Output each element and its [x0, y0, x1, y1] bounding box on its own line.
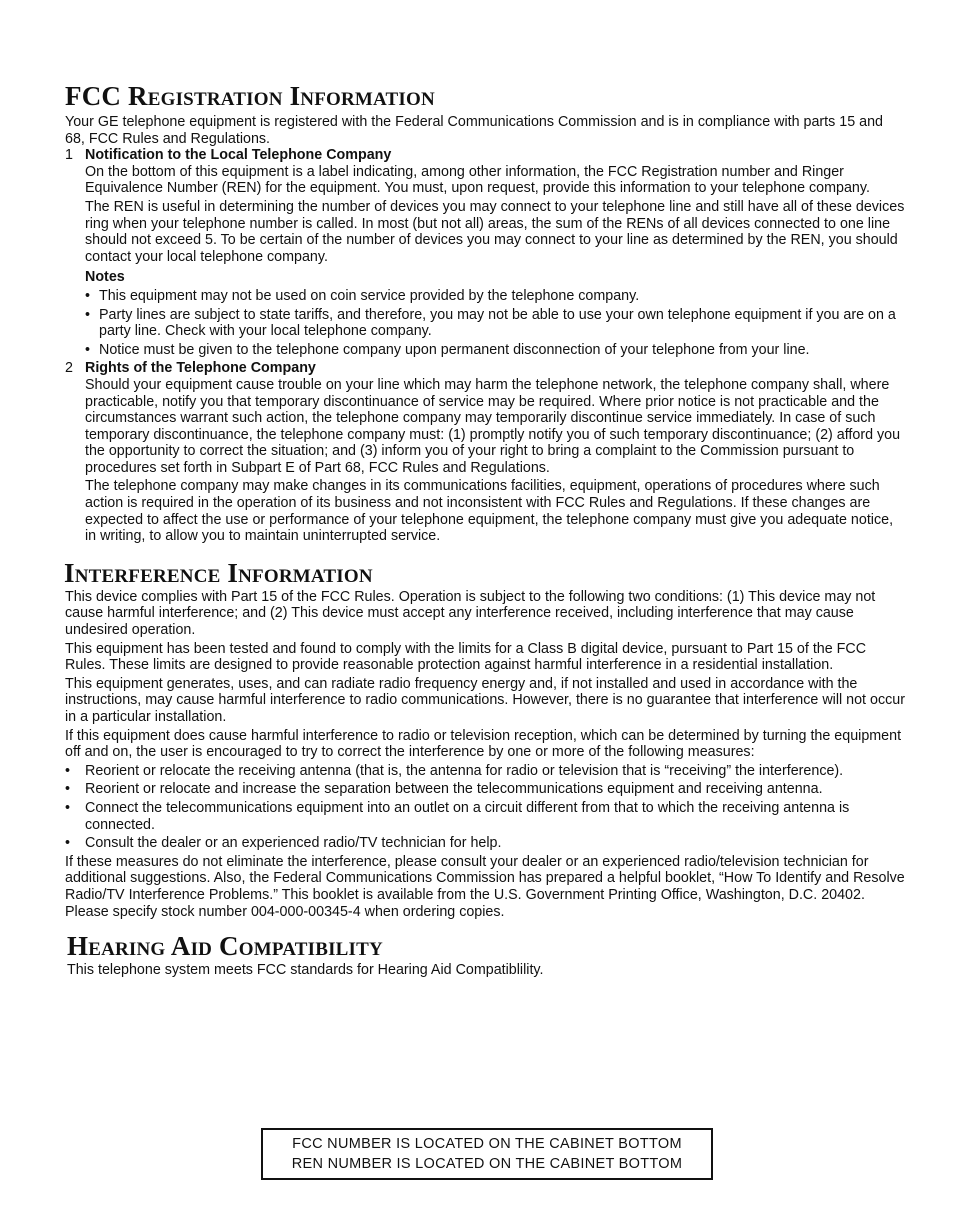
- list-item: • Notice must be given to the telephone company upon permanent disconnection of your telephone from your line.: [85, 341, 810, 358]
- notes-heading: Notes: [85, 269, 125, 286]
- bullet-icon: •: [85, 287, 91, 304]
- bullet-icon: •: [85, 341, 91, 358]
- item-title: Rights of the Telephone Company: [85, 360, 316, 377]
- paragraph: This equipment has been tested and found to comply with the limits for a Class B digital device, pursuant to Part 15 of the FCC Rules. These limits are designed to provide reasonable protection against harmful interference in a residential installation.: [65, 640, 867, 674]
- numbered-item-1: [65, 147, 905, 358]
- item-title: Notification to the Local Telephone Company: [85, 147, 392, 164]
- list-item: • Party lines are subject to state tariffs, and therefore, you may not be able to use your own telephone equipment if you are on a party line. Check with your local telephone company.: [85, 306, 896, 340]
- cabinet-notice-box: [261, 1128, 713, 1180]
- paragraph: If this equipment does cause harmful interference to radio or television reception, which can be determined by turning the equipment off and on, the user is encouraged to try to correct the interference by one or more of the following measures:: [65, 727, 902, 761]
- bullet-icon: •: [65, 835, 71, 852]
- document-page: [65, 82, 905, 979]
- paragraph: This device complies with Part 15 of the FCC Rules. Operation is subject to the following two conditions: (1) This device may not cause harmful interference; and (2) This device must accept any interference received, including interference that may cause undesired operation.: [65, 588, 876, 639]
- bullet-icon: •: [65, 781, 71, 798]
- fcc-heading: FCC Registration Information: [65, 81, 435, 111]
- notes-list: [85, 288, 905, 358]
- bullet-icon: •: [85, 306, 91, 323]
- list-item: • This equipment may not be used on coin service provided by the telephone company.: [85, 287, 640, 304]
- bullet-icon: •: [65, 799, 71, 816]
- item-paragraph: On the bottom of this equipment is a label indicating, among other information, the FCC Registration number and Ringer Equivalence Number (REN) for the equipment. You must, upon request, provide this information to your telephone company.: [85, 163, 870, 197]
- item-number: 2: [65, 360, 73, 377]
- bullet-icon: •: [65, 762, 71, 779]
- item-paragraph: The telephone company may make changes in its communications facilities, equipment, operations of procedures where such action is required in the operation of its business and not inconsistent with FCC Rules and Regulations. If these changes are expected to affect the use or performance of your telephone equipment, the telephone company must give you adequate notice, in writing, to allow you to maintain uninterrupted service.: [85, 478, 894, 545]
- hearing-aid-section: [65, 932, 905, 979]
- fcc-intro: Your GE telephone equipment is registered with the Federal Communications Commission and is in compliance with parts 15 and 68, FCC Rules and Regulations.: [65, 114, 883, 147]
- list-item: • Consult the dealer or an experienced radio/TV technician for help.: [65, 835, 502, 852]
- item-paragraph: Should your equipment cause trouble on your line which may harm the telephone network, the telephone company shall, where practicable, notify you that temporary discontinuance of service may be required. Where prior notice is not practicable and the circumstances warrant such action, the telephone company may temporarily discontinue service immediately. In case of such temporary discontinuance, the telephone company must: (1) promptly notify you of such temporary discontinuance; (2) afford you the opportunity to correct the situation; and (3) inform you of your right to bring a complaint to the Commission pursuant to procedures set forth in Subpart E of Part 68, FCC Rules and Regulations.: [85, 376, 901, 476]
- fcc-number-notice: FCC NUMBER IS LOCATED ON THE CABINET BOTTOM: [292, 1136, 682, 1152]
- paragraph: If these measures do not eliminate the interference, please consult your dealer or an experienced radio/television technician for additional suggestions. Also, the Federal Communications Commission has prepared a helpful booklet, “How To Identify and Resolve Radio/TV Interference Problems.” This booklet is available from the U.S. Government Printing Office, Washington, D.C. 20402. Please specify stock number 004-000-00345-4 when ordering copies.: [65, 853, 905, 920]
- list-item: • Connect the telecommunications equipment into an outlet on a circuit different from that to which the receiving antenna is connected.: [65, 799, 850, 833]
- item-number: 1: [65, 147, 73, 164]
- interference-section: [65, 559, 905, 920]
- list-item: • Reorient or relocate and increase the separation between the telecommunications equipment and receiving antenna.: [65, 781, 823, 798]
- fcc-registration-section: [65, 82, 905, 545]
- interference-heading: Interference Information: [64, 557, 373, 588]
- measures-list: [65, 763, 905, 852]
- paragraph: This equipment generates, uses, and can radiate radio frequency energy and, if not installed and used in accordance with the instructions, may cause harmful interference to radio communications. However, there is no guarantee that interference will not occur in a particular installation.: [65, 675, 905, 725]
- hearing-heading: Hearing Aid Compatibility: [67, 931, 383, 962]
- numbered-item-2: [65, 360, 905, 545]
- ren-number-notice: REN NUMBER IS LOCATED ON THE CABINET BOTTOM: [291, 1156, 683, 1172]
- list-item: • Reorient or relocate the receiving antenna (that is, the antenna for radio or television that is “receiving” the interference).: [65, 762, 844, 779]
- hearing-text: This telephone system meets FCC standards for Hearing Aid Compatiblility.: [67, 962, 544, 979]
- item-paragraph: The REN is useful in determining the number of devices you may connect to your telephone line and still have all of these devices ring when your telephone number is called. In most (but not all) areas, the sum of the RENs of all devices connected to one line should not exceed 5. To be certain of the number of devices you may connect to your line as determined by the REN, you should contact your local telephone company.: [85, 198, 905, 265]
